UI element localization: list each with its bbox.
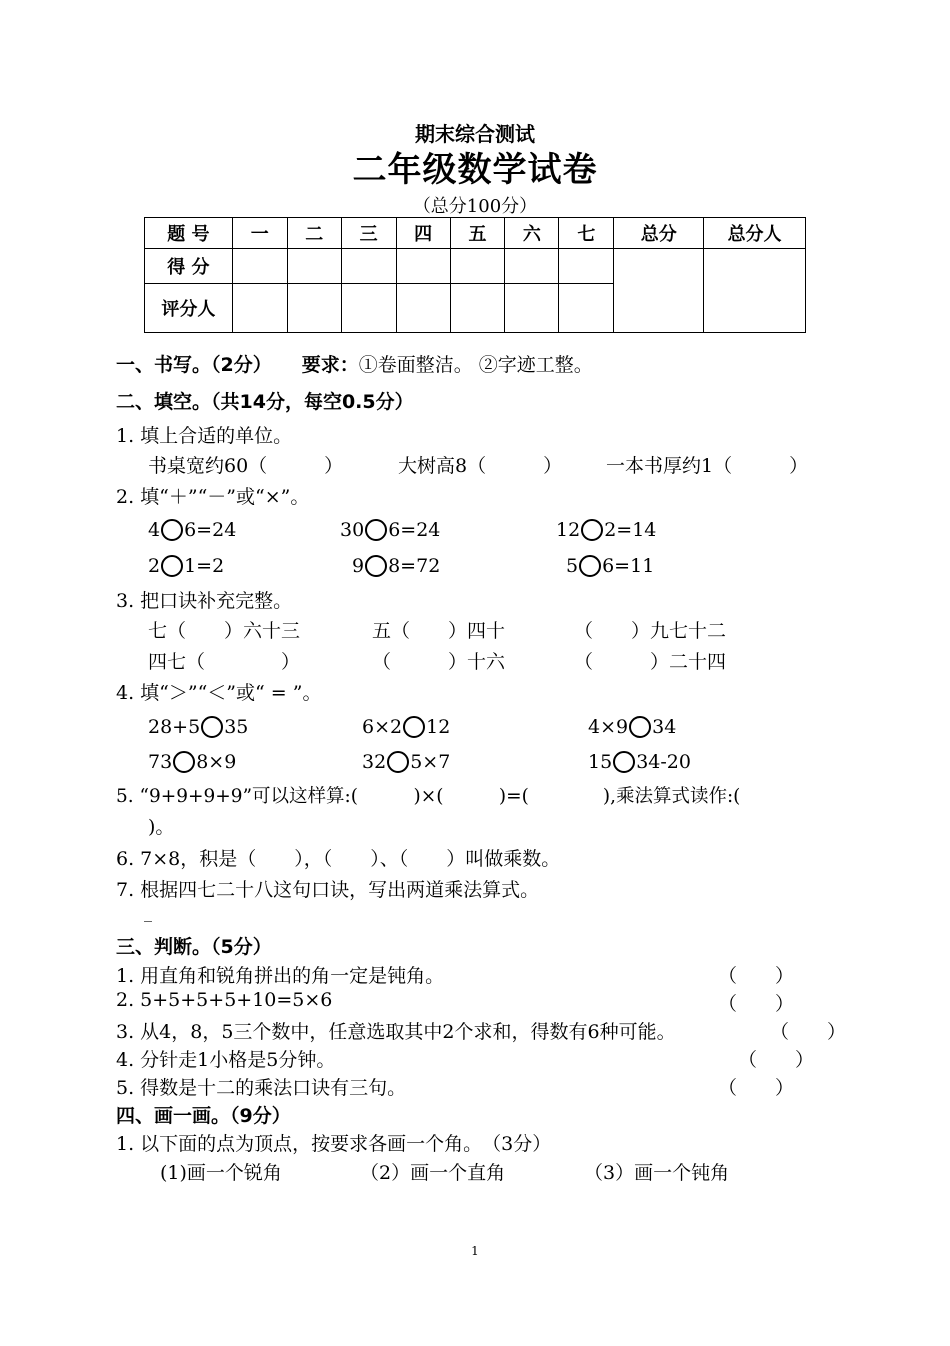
grader-cell[interactable] <box>505 284 559 333</box>
q2-3-blank-c[interactable]: （ ）九七十二 <box>574 620 727 642</box>
grader-cell[interactable] <box>287 284 341 333</box>
q2-2-item <box>148 555 224 577</box>
row-label-score: 得 分 <box>145 249 233 284</box>
q2-3-blank-e[interactable]: （ ）十六 <box>372 651 506 673</box>
score-cell[interactable] <box>341 249 396 284</box>
grader-cell[interactable] <box>450 284 505 333</box>
q2-3-blank-a[interactable]: 七（ ）六十三 <box>148 620 301 642</box>
operand-right: 6=24 <box>388 519 441 541</box>
score-cell[interactable] <box>396 249 450 284</box>
q2-2-text: 2. 填“＋”“－”或“×”。 <box>116 486 310 508</box>
operand-left: 6×2 <box>362 716 403 738</box>
operand-right: 1=2 <box>184 555 225 577</box>
judge-mark-5[interactable]: （ ） <box>718 1077 795 1099</box>
header-cell-grader-total: 总分人 <box>704 218 806 249</box>
q2-1-blank-a[interactable]: 书桌宽约60（ ） <box>148 455 344 477</box>
header-cell-4: 四 <box>396 218 450 249</box>
operand-left: 32 <box>362 751 387 773</box>
operand-left: 73 <box>148 751 173 773</box>
section-2-heading: 二、填空。（共14分，每空0.5分） <box>116 391 414 413</box>
operand-right: 6=24 <box>184 519 237 541</box>
grader-cell[interactable] <box>559 284 614 333</box>
score-table <box>144 217 806 333</box>
score-cell[interactable] <box>232 249 287 284</box>
operand-right: 34 <box>652 716 677 738</box>
q2-7-answer-line[interactable]: _ <box>144 903 152 922</box>
operand-right: 6=11 <box>602 555 655 577</box>
answer-circle[interactable] <box>403 716 425 738</box>
answer-circle[interactable] <box>161 519 183 541</box>
operand-left: 2 <box>148 555 161 577</box>
requirement-label: 要求： <box>301 354 359 376</box>
header-cell-5: 五 <box>450 218 505 249</box>
q2-1-blank-b[interactable]: 大树高8（ ） <box>398 455 563 477</box>
judge-mark-2[interactable]: （ ） <box>718 993 795 1015</box>
q2-3-text: 3. 把口诀补充完整。 <box>116 590 293 612</box>
operand-left: 9 <box>352 555 365 577</box>
page-number: 1 <box>471 1244 479 1258</box>
operand-right: 8=72 <box>388 555 441 577</box>
operand-left: 28+5 <box>148 716 201 738</box>
section-4-heading: 四、画一画。（9分） <box>116 1105 291 1127</box>
operand-left: 4 <box>148 519 161 541</box>
grader-cell[interactable] <box>232 284 287 333</box>
judge-item-5: 5. 得数是十二的乘法口诀有三句。 <box>116 1077 407 1099</box>
operand-right: 34-20 <box>636 751 691 773</box>
q2-2-item <box>352 555 440 577</box>
operand-left: 30 <box>340 519 365 541</box>
q2-1-text: 1. 填上合适的单位。 <box>116 425 293 447</box>
header-cell-6: 六 <box>505 218 559 249</box>
answer-circle[interactable] <box>629 716 651 738</box>
judge-mark-3[interactable]: （ ） <box>770 1021 847 1043</box>
q2-7-text: 7. 根据四七二十八这句口诀，写出两道乘法算式。 <box>116 879 540 901</box>
q4-1-task-a: (1)画一个锐角 <box>160 1162 282 1184</box>
score-cell[interactable] <box>450 249 505 284</box>
score-cell[interactable] <box>287 249 341 284</box>
row-label-grader: 评分人 <box>145 284 233 333</box>
q2-6-text: 6. 7×8，积是（ ），（ ）、（ ）叫做乘数。 <box>116 848 561 870</box>
operand-left: 12 <box>556 519 581 541</box>
header-cell-number: 题 号 <box>145 218 233 249</box>
answer-circle[interactable] <box>365 519 387 541</box>
operand-right: 8×9 <box>196 751 237 773</box>
header-cell-2: 二 <box>287 218 341 249</box>
judge-item-4: 4. 分针走1小格是5分钟。 <box>116 1049 336 1071</box>
q2-2-item <box>556 519 656 541</box>
answer-circle[interactable] <box>579 555 601 577</box>
score-cell[interactable] <box>505 249 559 284</box>
exam-title: 二年级数学试卷 <box>352 150 598 190</box>
q2-3-blank-f[interactable]: （ ）二十四 <box>574 651 727 673</box>
grader-cell[interactable] <box>341 284 396 333</box>
score-cell[interactable] <box>559 249 614 284</box>
answer-circle[interactable] <box>173 751 195 773</box>
answer-circle[interactable] <box>365 555 387 577</box>
operand-left: 4×9 <box>588 716 629 738</box>
total-grader-cell[interactable] <box>704 249 806 333</box>
q2-4-item <box>362 751 450 773</box>
q2-4-item <box>148 716 248 738</box>
q2-4-item <box>588 716 676 738</box>
q2-5-text: 5. “9+9+9+9”可以这样算:( )×( )=( ),乘法算式读作:( <box>116 786 741 807</box>
answer-circle[interactable] <box>581 519 603 541</box>
judge-item-1: 1. 用直角和锐角拼出的角一定是钝角。 <box>116 965 445 987</box>
q2-4-item <box>588 751 691 773</box>
exam-subtitle: 期末综合测试 <box>415 122 535 146</box>
operand-right: 2=14 <box>604 519 657 541</box>
operand-right: 5×7 <box>410 751 451 773</box>
q2-4-text: 4. 填“＞”“＜”或“ = ”。 <box>116 682 322 704</box>
q2-4-item <box>362 716 450 738</box>
judge-mark-4[interactable]: （ ） <box>738 1049 815 1071</box>
total-score-cell[interactable] <box>614 249 704 333</box>
operand-right: 12 <box>426 716 451 738</box>
q2-2-item <box>340 519 440 541</box>
header-cell-7: 七 <box>559 218 614 249</box>
total-score: （总分100分） <box>412 196 538 217</box>
judge-item-2: 2. 5+5+5+5+10=5×6 <box>116 989 333 1011</box>
header-cell-total: 总分 <box>614 218 704 249</box>
q2-3-blank-d[interactable]: 四七（ ） <box>148 651 301 673</box>
q2-2-item <box>148 519 236 541</box>
judge-mark-1[interactable]: （ ） <box>718 965 795 987</box>
header-cell-3: 三 <box>341 218 396 249</box>
answer-circle[interactable] <box>613 751 635 773</box>
q4-1-task-c: （3）画一个钝角 <box>584 1162 730 1184</box>
q2-2-item <box>566 555 654 577</box>
answer-circle[interactable] <box>161 555 183 577</box>
q2-4-item <box>148 751 236 773</box>
q4-1-text: 1. 以下面的点为顶点，按要求各画一个角。 （3分） <box>116 1133 552 1155</box>
q2-3-blank-b[interactable]: 五（ ）四十 <box>372 620 506 642</box>
q2-1-blank-c[interactable]: 一本书厚约1（ ） <box>606 455 809 477</box>
requirement-text: ①卷面整洁。 ②字迹工整。 <box>358 354 593 376</box>
header-cell-1: 一 <box>232 218 287 249</box>
answer-circle[interactable] <box>201 716 223 738</box>
section-3-heading: 三、判断。（5分） <box>116 936 272 958</box>
q2-5-text-cont: )。 <box>148 816 175 838</box>
section-1 <box>116 350 593 377</box>
operand-left: 5 <box>566 555 579 577</box>
operand-left: 15 <box>588 751 613 773</box>
grader-cell[interactable] <box>396 284 450 333</box>
operand-right: 35 <box>224 716 249 738</box>
section-1-heading: 一、书写。（2分） <box>116 354 272 376</box>
judge-item-3: 3. 从4，8，5三个数中，任意选取其中2个求和，得数有6种可能。 <box>116 1021 676 1043</box>
q4-1-task-b: （2）画一个直角 <box>360 1162 506 1184</box>
answer-circle[interactable] <box>387 751 409 773</box>
